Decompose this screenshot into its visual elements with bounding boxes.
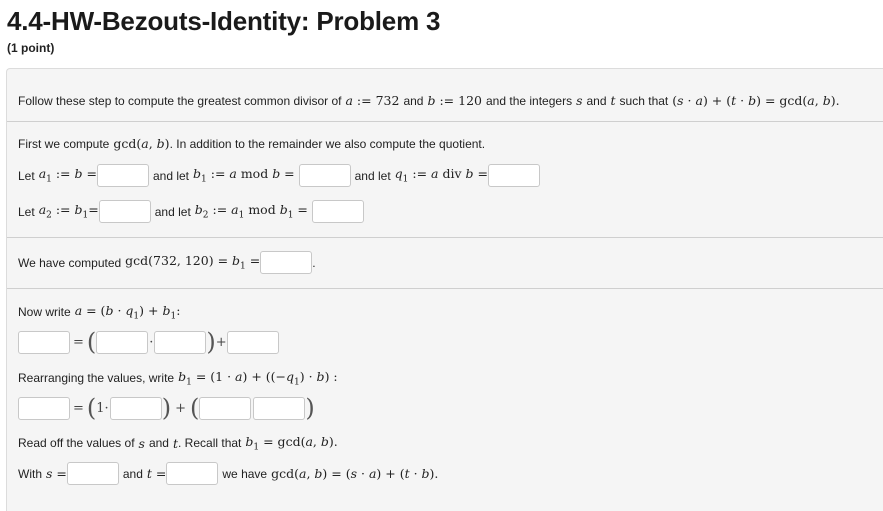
eq1-q1-input[interactable]: [154, 331, 206, 354]
divider: [7, 121, 883, 122]
eq1-a-input[interactable]: [18, 331, 70, 354]
eq2-a-input[interactable]: [110, 397, 162, 420]
row-gcd-result: We have computed gcd(732, $120) = b_1$ = .: [18, 251, 316, 274]
a1-input[interactable]: [97, 164, 149, 187]
page-title: 4.4-HW-Bezouts-Identity: Problem 3: [7, 6, 441, 36]
let-label-2: Let: [18, 204, 35, 219]
and-label: and: [122, 466, 143, 481]
divider: [7, 237, 883, 238]
b1-input[interactable]: [299, 164, 351, 187]
problem-panel: [6, 68, 883, 511]
rearrange-prefix: Rearranging the values, write: [18, 371, 175, 386]
step1-suffix: . In addition to the remainder we also compute the quotient.: [169, 136, 486, 151]
we-have-label: we have: [222, 466, 268, 481]
s-input[interactable]: [67, 462, 119, 485]
row-s-t: With s = and t = we have gcd(a, b) = (s · a) + (t · b).: [18, 462, 438, 485]
b-value: 120: [458, 93, 482, 108]
intro-integers: and the integers: [486, 93, 573, 108]
a2-input[interactable]: [99, 200, 151, 223]
now-write-prefix: Now write: [18, 305, 71, 320]
row-a2-b2: Let $a_2$ := $b_1=$ and let $b_2$ := $a_1$ mod $b_1$ =: [18, 200, 364, 223]
read-off-text: Read off the values of s and t . Recall that $b_1 = \gcd(a$, b).: [18, 434, 338, 453]
step1-prefix: First we compute: [18, 136, 110, 151]
read-off-and: and: [148, 436, 169, 451]
q1-input[interactable]: [488, 164, 540, 187]
intro-and-2: and: [586, 93, 607, 108]
a-value: 732: [375, 93, 400, 108]
intro-text: Follow these step to compute the greatest common divisor of a := 732 and b := 120 and the integers s and t such that (s · a) + (t · b) = gcd(a, b).: [18, 93, 840, 108]
and-let-label-3: and let: [154, 204, 191, 219]
eq2-b1-input[interactable]: [18, 397, 70, 420]
eq2-negq1-input[interactable]: [199, 397, 251, 420]
with-label: With: [18, 466, 42, 481]
equation-row-2: = ( 1· ) + ( ): [18, 396, 315, 420]
eq1-b-input[interactable]: [96, 331, 148, 354]
eq1-b1-input[interactable]: [227, 331, 279, 354]
points-label: (1 point): [7, 41, 55, 55]
gcd-input[interactable]: [260, 251, 312, 274]
intro-and: and: [403, 93, 424, 108]
eq2-b-input[interactable]: [253, 397, 305, 420]
t-input[interactable]: [166, 462, 218, 485]
computed-prefix: We have computed: [18, 255, 122, 270]
intro-prefix: Follow these step to compute the greatest common divisor of: [18, 93, 342, 108]
and-let-label: and let: [152, 168, 190, 183]
equation-row-1: = ( · ) +: [18, 330, 279, 354]
step1-text: First we compute gcd(a, b) . In addition to the remainder we also compute the quotient.: [18, 136, 486, 151]
and-let-label-2: and let: [354, 168, 391, 183]
let-label: Let: [18, 168, 35, 183]
row-a1-b1-q1: Let $a_1$ := b = and let $b_1$ := a mod b = and let $q_1$ := a div b =: [18, 164, 540, 187]
intro-such-that: such that: [619, 93, 669, 108]
rearrange-text: Rearranging the values, write $b_1 = (1 \cdot a) + ((-q_1) \cdot b)$ :: [18, 369, 338, 388]
b2-input[interactable]: [312, 200, 364, 223]
read-off-prefix: Read off the values of: [18, 436, 135, 451]
divider: [7, 288, 883, 289]
now-write-text: Now write $a = (b \cdot q_1) + b_1$:: [18, 303, 181, 322]
read-off-recall: . Recall that: [178, 436, 242, 451]
